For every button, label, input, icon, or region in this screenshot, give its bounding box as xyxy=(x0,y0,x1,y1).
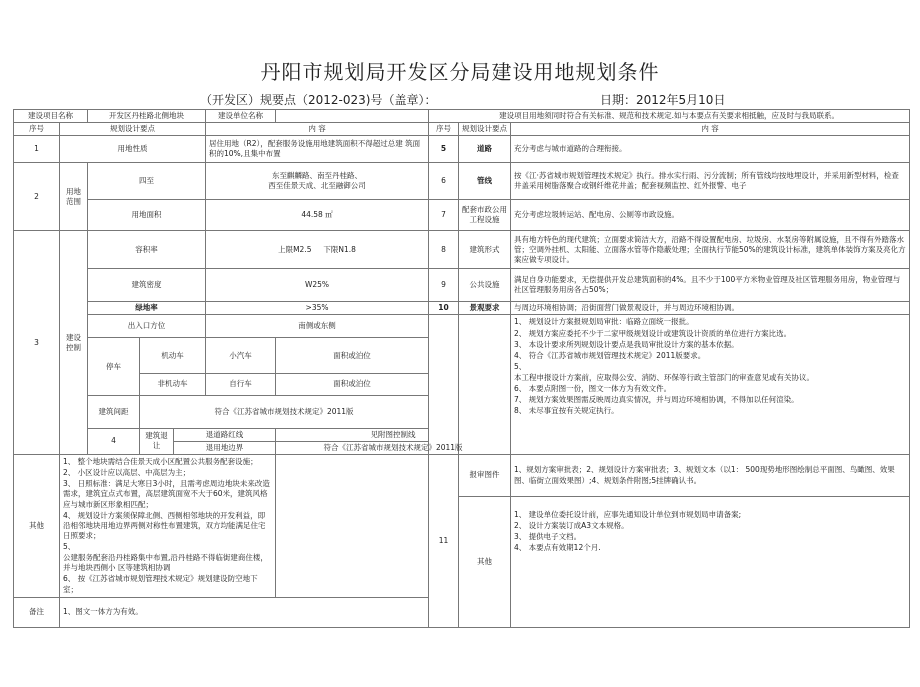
project-name-value: 开发区丹桂路北侧地块 xyxy=(88,110,206,123)
entrance-label: 出入口方位 xyxy=(88,315,206,338)
road-redline-value: 见附图控制线 xyxy=(276,428,511,441)
seq-2: 2 xyxy=(14,163,60,231)
right-other-item: 2、 设计方案装订成A3文本规格。 xyxy=(514,521,629,531)
req-item: 1、 规划设计方案报规划局审批：临路立面统一报批。 xyxy=(514,317,694,327)
right-other-list xyxy=(511,497,910,628)
project-header-row xyxy=(14,110,910,123)
seq-8: 8 xyxy=(429,231,459,269)
document-title: 丹阳市规划局开发区分局建设用地规划条件 xyxy=(260,60,660,84)
municipal-label: 配套市政公用工程设施 xyxy=(459,200,511,231)
submit-docs-label: 报审图件 xyxy=(459,455,511,497)
req-item: 本工程申报设计方案前，应取得公安、消防、环保等行政主管部门的审查意见或有关协议。 xyxy=(514,373,815,382)
project-name-label: 建设项目名称 xyxy=(14,110,88,123)
boundary-value xyxy=(206,163,429,200)
req-item: 4、 符合《江苏省城市规划管理技术规定》2011版要求。 xyxy=(514,350,706,360)
boundary-label: 四至 xyxy=(88,163,206,200)
row-3-far xyxy=(14,231,910,269)
seq-header-right: 序号 xyxy=(429,123,459,136)
other-item: 2、 小区设计应以高层、中高层为主； xyxy=(63,468,191,478)
unit-value xyxy=(276,110,429,123)
boundary-line-1: 东至麒麟路、南至丹桂路、 xyxy=(272,171,363,181)
other-item: 3、 日照标准：满足大寒日3小时，且需考虑周边地块未来改造需求，建筑宜点式布置，高层建筑面宽不大于60米，建筑风格应与城市新区形象相匹配； xyxy=(63,479,270,509)
far-upper: 上限M2.5 xyxy=(278,244,312,254)
note-label: 备注 xyxy=(14,597,60,627)
seq-11: 11 xyxy=(429,455,459,628)
road-redline-label: 退道路红线 xyxy=(174,428,276,441)
building-form-value: 具有地方特色的现代建筑；立面要求简洁大方，沿路不得设置配电房、垃圾房、水泵房等附属设施，且不得有外踏落水管；空调外挂机、太阳能、立面落水管等作隐蔽处理；全面执行节能50%的建筑设计标准，建筑单体装饰方案及亮化方案应做专项设计。 xyxy=(511,231,910,269)
bike-area-label: 面积或泊位 xyxy=(276,373,429,395)
public-facilities-value: 满足自身功能要求，无偿提供开发总建筑面积的4%。且不少于100平方米物业管理及社区管理服务用房，物业管理与社区管理服务用房各占50%； xyxy=(511,269,910,302)
req-item: 5、 xyxy=(514,361,527,371)
public-facilities-label: 公共设施 xyxy=(459,269,511,302)
row-3-entrance xyxy=(14,315,910,338)
req-item: 7、 规划方案效果图需反映周边真实情况，并与周边环境相协调，不得加以任何渲染。 xyxy=(514,395,799,405)
far-lower: 下限N1.8 xyxy=(323,244,356,254)
other-spacer xyxy=(276,455,429,598)
land-boundary-label: 退用地边界 xyxy=(174,441,276,454)
motor-label: 机动车 xyxy=(140,338,206,373)
road-value: 充分考虑与城市道路的合理衔接。 xyxy=(511,136,910,163)
submit-docs-value: 1、规划方案审批表；2、规划设计方案审批表；3、规划文本（以1： 500现势地形图绘制总平面图、鸟瞰图、效果图、临街立面效果图）;4、规划条件附图;5挂牌确认书。 xyxy=(511,455,910,497)
other-item: 5、 xyxy=(63,542,76,551)
unit-label: 建设单位名称 xyxy=(206,110,276,123)
document-number: （开发区）规要点（2012-023)号（盖章）： xyxy=(200,93,437,107)
land-area-label: 用地面积 xyxy=(88,200,206,231)
setback-label: 建筑退让 xyxy=(140,428,174,454)
right-other-label: 其他 xyxy=(459,497,511,628)
density-value: W25% xyxy=(206,269,429,302)
landscape-value: 与周边环境相协调；沿街面营门做景观设计，并与周边环境相协调。 xyxy=(511,302,910,315)
conditions-table xyxy=(13,109,910,628)
row-other-a xyxy=(14,455,910,497)
seq-7: 7 xyxy=(429,200,459,231)
seq-9: 9 xyxy=(429,269,459,302)
spacing-value: 符合《江苏省城市规划技术规定》2011版 xyxy=(140,395,429,428)
seq-5: 5 xyxy=(429,136,459,163)
other-item: 公建服务配套沿丹桂路集中布置,沿丹桂路不得临街建商住楼，并与地块西侧小 区等建筑相协调 xyxy=(63,553,268,573)
item-header-right: 规划设计要点 xyxy=(459,123,511,136)
land-area-value: 44.58 ㎡ xyxy=(206,200,429,231)
parking-label: 停车 xyxy=(88,338,140,395)
boundary-line-2: 西至佳景天成、北至融御公司 xyxy=(268,181,366,191)
req-item: 2、 规划方案应委托不少于二家甲级规划设计或建筑设计资质的单位进行方案比选。 xyxy=(514,328,792,338)
content-header-left: 内 容 xyxy=(206,123,429,136)
note-value: 1、图文一体方为有效。 xyxy=(60,597,429,627)
right-other-item: 3、 提供电子文档。 xyxy=(514,532,582,542)
column-header-row xyxy=(14,123,910,136)
land-boundary-value: 符合《江苏省城市规划技术规定》2011版 xyxy=(276,441,511,454)
construction-control-label: 建设控制 xyxy=(60,231,88,455)
seq-6: 6 xyxy=(429,163,459,200)
seq-header-left: 序号 xyxy=(14,123,60,136)
seq-4: 4 xyxy=(88,428,140,454)
row-2a xyxy=(14,163,910,200)
municipal-value: 充分考虑垃圾转运站、配电房、公厕等市政设施。 xyxy=(511,200,910,231)
other-list xyxy=(60,455,276,598)
req-item: 3、 本设计要求所列规划设计要点是我局审批设计方案的基本依据。 xyxy=(514,339,739,349)
far-value xyxy=(206,231,429,269)
road-label: 道路 xyxy=(459,136,511,163)
requirements-list xyxy=(511,315,910,455)
entrance-value: 南侧或东侧 xyxy=(206,315,429,338)
row-2b xyxy=(14,200,910,231)
other-label: 其他 xyxy=(14,455,60,598)
req-item: 6、 本要点附图一份，图文一体方为有效文件。 xyxy=(514,384,672,394)
row-1 xyxy=(14,136,910,163)
density-label: 建筑密度 xyxy=(88,269,206,302)
far-label: 容积率 xyxy=(88,231,206,269)
green-value: >35% xyxy=(206,302,429,315)
right-other-item: 1、 建设单位委托设计前，应事先通知设计单位到市规划局申请备案; xyxy=(514,510,742,519)
right-other-item: 4、 本要点有效期12个月. xyxy=(514,543,601,553)
row-3-density xyxy=(14,269,910,302)
seq-3: 3 xyxy=(14,231,60,455)
land-use-label: 用地性质 xyxy=(60,136,206,163)
bike-label: 自行车 xyxy=(206,373,276,395)
row-3-green xyxy=(14,302,910,315)
other-item: 4、 规划设计方案须保障北侧、西侧相邻地块的开发利益，即沿相邻地块用地边界两侧对称性布置建筑，双方均能满足住宅日照要求； xyxy=(63,510,266,540)
other-item: 1、 整个地块需结合佳景天成小区配置公共服务配套设施； xyxy=(63,457,258,466)
header-notice: 建设项目用地须同时符合有关标准、规范和技术规定.如与本要点有关要求相抵触，应及时与我局联系。 xyxy=(429,110,910,123)
other-item: 6、 按《江苏省城市规划管理技术规定》规划建设防空地下室； xyxy=(63,574,258,594)
req-item: 8、 未尽事宜按有关规定执行。 xyxy=(514,406,619,416)
document-date: 日期：2012年5月10日 xyxy=(600,93,726,107)
car-label: 小汽车 xyxy=(206,338,276,373)
item-header-left: 规划设计要点 xyxy=(60,123,206,136)
landscape-label: 景观要求 xyxy=(459,302,511,315)
nonmotor-label: 非机动车 xyxy=(140,373,206,395)
content-header-right: 内 容 xyxy=(511,123,910,136)
seq-1: 1 xyxy=(14,136,60,163)
spacing-label: 建筑间距 xyxy=(88,395,140,428)
green-label: 绿地率 xyxy=(88,302,206,315)
pipeline-label: 管线 xyxy=(459,163,511,200)
seq-10: 10 xyxy=(429,302,459,315)
car-area-label: 面积或泊位 xyxy=(276,338,429,373)
pipeline-value: 按《江·苏省城市规划管理技术规定》执行。排水实行雨、污分流制；所有管线均按地埋设计，并采用新型材料，检查井盖采用树脂落聚合或钢纤维花井盖；配套视频监控、红外报警、电子 xyxy=(511,163,910,200)
land-range-label: 用地范围 xyxy=(60,163,88,231)
land-use-value: 居住用地（R2），配套服务设施用地建筑面积不得超过总建 筑面积的10%,且集中布置 xyxy=(206,136,429,163)
building-form-label: 建筑形式 xyxy=(459,231,511,269)
